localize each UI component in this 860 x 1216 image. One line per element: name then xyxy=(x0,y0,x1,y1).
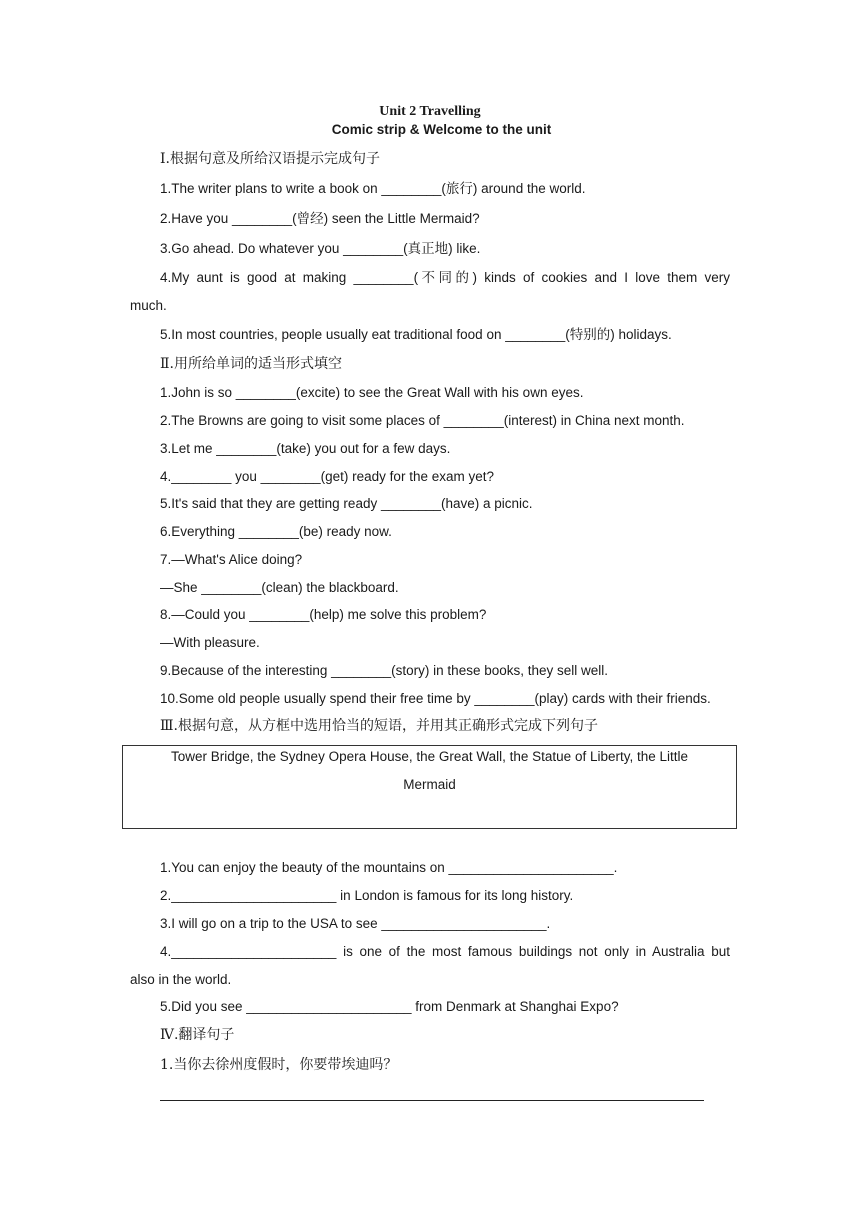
section2-item-6: 6.Everything ________(be) ready now. xyxy=(160,524,392,539)
phrase-box-line-1: Tower Bridge, the Sydney Opera House, the Great Wall, the Statue of Liberty, the Little xyxy=(170,749,689,764)
answer-line[interactable] xyxy=(160,1100,704,1101)
section4-item-1: 1.当你去徐州度假时，你要带埃迪吗？ xyxy=(160,1057,398,1073)
section3-item-4: 4.______________________ is one of the most famous buildings not only in Australia but xyxy=(160,944,730,959)
section1-item-3: 3.Go ahead. Do whatever you ________(真正地) like. xyxy=(160,241,481,256)
section2-item-3: 3.Let me ________(take) you out for a few days. xyxy=(160,441,451,456)
phrase-box xyxy=(122,745,737,829)
section2-heading: Ⅱ.用所给单词的适当形式填空 xyxy=(160,356,342,372)
section1-item-5: 5.In most countries, people usually eat traditional food on ________(特别的) holidays. xyxy=(160,327,672,342)
section2-item-4: 4.________ you ________(get) ready for the exam yet? xyxy=(160,469,494,484)
section2-item-5: 5.It's said that they are getting ready ________(have) a picnic. xyxy=(160,496,533,511)
section3-heading: Ⅲ.根据句意，从方框中选用恰当的短语，并用其正确形式完成下列句子 xyxy=(160,718,598,734)
section2-item-8-answer: —With pleasure. xyxy=(160,635,260,650)
phrase-box-line-2: Mermaid xyxy=(403,777,456,792)
section1-item-4-continued: much. xyxy=(130,298,167,313)
section2-item-7-question: 7.—What's Alice doing? xyxy=(160,552,303,567)
section2-item-7-answer: —She ________(clean) the blackboard. xyxy=(160,580,399,595)
section2-item-8-question: 8.—Could you ________(help) me solve this problem? xyxy=(160,607,487,622)
section2-item-10: 10.Some old people usually spend their free time by ________(play) cards with their friends. xyxy=(160,691,711,706)
section1-heading: Ⅰ.根据句意及所给汉语提示完成句子 xyxy=(160,151,380,167)
section2-item-1: 1.John is so ________(excite) to see the Great Wall with his own eyes. xyxy=(160,385,584,400)
section3-item-2: 2.______________________ in London is famous for its long history. xyxy=(160,888,574,903)
section2-item-2: 2.The Browns are going to visit some places of ________(interest) in China next month. xyxy=(160,413,685,428)
section1-item-4: 4.My aunt is good at making ________(不同的) kinds of cookies and I love them very xyxy=(160,270,730,285)
section3-item-1: 1.You can enjoy the beauty of the mountains on ______________________. xyxy=(160,860,618,875)
section3-item-3: 3.I will go on a trip to the USA to see ______________________. xyxy=(160,916,551,931)
section3-item-4-continued: also in the world. xyxy=(130,972,232,987)
unit-subtitle: Comic strip & Welcome to the unit xyxy=(331,122,552,137)
section4-heading: Ⅳ.翻译句子 xyxy=(160,1027,235,1043)
section1-item-2: 2.Have you ________(曾经) seen the Little Mermaid? xyxy=(160,211,480,226)
section3-item-5: 5.Did you see ______________________ from Denmark at Shanghai Expo? xyxy=(160,999,619,1014)
unit-title: Unit 2 Travelling xyxy=(379,104,481,119)
section2-item-9: 9.Because of the interesting ________(story) in these books, they sell well. xyxy=(160,663,609,678)
section1-item-1: 1.The writer plans to write a book on ________(旅行) around the world. xyxy=(160,181,586,196)
